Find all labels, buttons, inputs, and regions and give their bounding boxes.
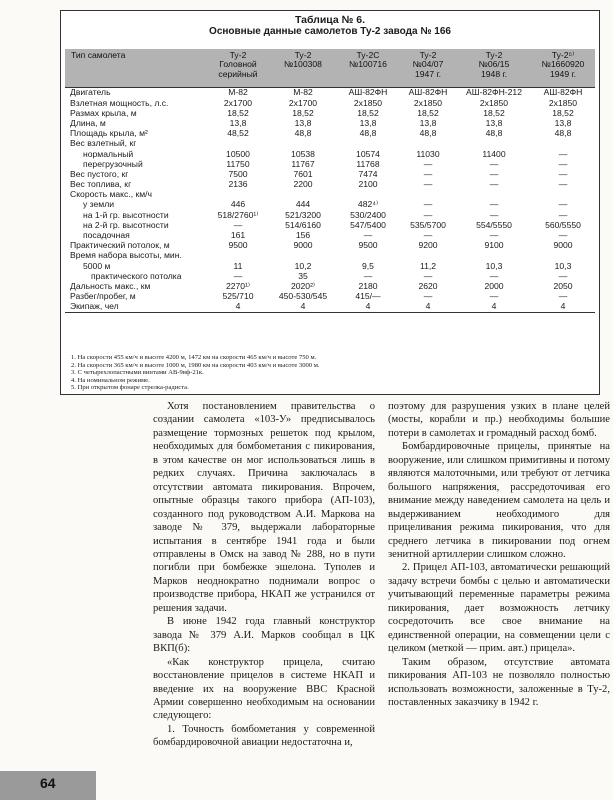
row-label: Размах крыла, м bbox=[70, 107, 137, 118]
table-cell: 161 bbox=[230, 230, 246, 241]
table-cell: 2180 bbox=[358, 280, 378, 291]
table-cell: 2000 bbox=[484, 280, 504, 291]
row-label: у земли bbox=[83, 199, 115, 210]
table-cell bbox=[531, 251, 595, 261]
table-row bbox=[65, 261, 595, 271]
row-label: Дальность макс., км bbox=[70, 280, 151, 291]
paragraph: Бомбардировочные прицелы, принятые на вооружение, или слишком примитивны и потому являются малоточными, или требуют от летчика большого напряжения, рассредоточивая его внимание между наведением самолета на цель и выдерживанием необходимого для прицеливания режима пикирования, что для среднего летчика в пикировании под огнем зенитной артиллерии слишком сложно. bbox=[388, 441, 610, 560]
table-cell: 10,3 bbox=[485, 260, 503, 271]
table-cell: 48,8 bbox=[294, 128, 312, 139]
table-cell: — bbox=[558, 199, 568, 210]
table-cell: 7601 bbox=[293, 168, 313, 179]
table-cell: 560/5550 bbox=[545, 219, 581, 230]
table-cell: 13,8 bbox=[554, 117, 572, 128]
table-row bbox=[65, 139, 595, 149]
table-cell bbox=[269, 251, 337, 261]
table-cell: АШ-82ФН-212 bbox=[457, 88, 531, 99]
table-row bbox=[65, 88, 595, 99]
table-cell: 2136 bbox=[228, 179, 248, 190]
table-header-row bbox=[65, 49, 595, 88]
row-label: на 2-й гр. высотности bbox=[83, 219, 169, 230]
table-cell: 10,2 bbox=[294, 260, 312, 271]
table-cell bbox=[269, 139, 337, 149]
table-cell: 2х1850 bbox=[548, 97, 578, 108]
table-cell: 2х1700 bbox=[288, 97, 318, 108]
table-cell: 18,52 bbox=[417, 107, 439, 118]
table-cell: 10538 bbox=[291, 148, 315, 159]
table-cell: — bbox=[558, 168, 568, 179]
table-cell: 444 bbox=[295, 199, 311, 210]
table-cell: — bbox=[489, 179, 499, 190]
paragraph: В июне 1942 года главный конструктор завода № 379 А.И. Марков сообщал в ЦК ВКП(б): bbox=[153, 616, 375, 655]
table-cell: 7500 bbox=[228, 168, 248, 179]
table-cell: 415/— bbox=[355, 291, 381, 302]
table-cell: — bbox=[363, 230, 373, 241]
table-cell: — bbox=[489, 209, 499, 220]
table-cell: 10574 bbox=[356, 148, 380, 159]
column-header-aircraft: Ту-2 №04/07 1947 г. bbox=[399, 49, 457, 88]
table-cell: — bbox=[558, 291, 568, 302]
table-cell: 2х1850 bbox=[479, 97, 509, 108]
table-cell: 530/2400 bbox=[350, 209, 386, 220]
paragraph: Хотя постановлением правительства о создании самолета «103-У» предписывалось размещение тормозных решеток под крылом, необходимых для бомбометания с пикирования, в этом качестве он мог использоваться лишь в редких случаях. Причина заключалась в отсутствии автомата пикирования. Впрочем, опытные образцы такого прибора (АП-103), созданного под руководством А.И. Маркова на заводе № 379, выдержали лабораторные испытания в сентябре 1941 года и были отправлены в Омск на завод № 288, но в пути погибли при бомбежке эшелона. Туполев и Марков неоднократно поднимали вопрос о производстве прибора, НКАП же устранился от решения задачи. bbox=[153, 401, 375, 614]
table-row bbox=[65, 149, 595, 159]
table-cell: — bbox=[423, 158, 433, 169]
table-cell: 13,8 bbox=[419, 117, 437, 128]
table-cell: 11,2 bbox=[419, 260, 437, 271]
row-label: Двигатель bbox=[65, 88, 207, 99]
table-cell: — bbox=[558, 230, 568, 241]
paragraph: 2. Прицел АП-103, автоматически решающий задачу встречи бомбы с целью и автоматически учитывающий переменные параметры режима пикирования, дает возможность летчику сосредоточить все свое внимание на единственной операции, на совмещении цели с целиком (меткой — прим. авт.) прицела». bbox=[388, 562, 610, 655]
table-body bbox=[65, 88, 595, 313]
table-cell: 13,8 bbox=[229, 117, 247, 128]
column-header-type: Тип самолета bbox=[65, 49, 207, 88]
row-label: Вес топлива, кг bbox=[70, 179, 132, 190]
table-cell: 9500 bbox=[358, 240, 378, 251]
table-cell: М-82 bbox=[269, 88, 337, 99]
paragraph: Таким образом, отсутствие автомата пикирования АП-103 не позволяло полностью использовать возможности, заложенные в Ту-2, поставленных заказчику в 1942 г. bbox=[388, 656, 610, 708]
table-row bbox=[65, 292, 595, 302]
table-row bbox=[65, 170, 595, 180]
table-cell: 4 bbox=[457, 302, 531, 313]
row-label: Взлетная мощность, л.с. bbox=[70, 97, 169, 108]
table-cell: 535/5700 bbox=[410, 219, 446, 230]
table-cell: — bbox=[423, 230, 433, 241]
table-row bbox=[65, 159, 595, 169]
row-label: Вес пустого, кг bbox=[70, 168, 129, 179]
table-cell: 2050 bbox=[553, 280, 573, 291]
table-cell: — bbox=[423, 179, 433, 190]
table-cell: 2200 bbox=[293, 179, 313, 190]
footnote: 1. На скорости 455 км/ч и высоте 4200 м, 1472 км на скорости 465 км/ч и высоте 750 м. bbox=[71, 354, 317, 361]
table-cell: — bbox=[423, 199, 433, 210]
table-cell: 18,52 bbox=[483, 107, 505, 118]
table-cell bbox=[457, 251, 531, 261]
table-cell bbox=[207, 251, 269, 261]
table-row bbox=[65, 220, 595, 230]
table-cell: 9,5 bbox=[362, 260, 374, 271]
footnote: 5. При открытом фонаре стрелка-радиста. bbox=[71, 384, 189, 392]
table-cell: 9000 bbox=[293, 240, 313, 251]
table-caption: Основные данные самолетов Ту-2 завода № 166 bbox=[209, 26, 451, 37]
row-label: Экипаж, чел bbox=[65, 302, 207, 313]
table-cell: — bbox=[363, 270, 373, 281]
row-label: Разбег/пробег, м bbox=[70, 291, 136, 302]
table-cell: 2020²⁾ bbox=[290, 280, 316, 291]
table-row bbox=[65, 302, 595, 313]
table-cell: 4 bbox=[399, 302, 457, 313]
table-cell bbox=[337, 139, 399, 149]
column-header-aircraft: Ту-2 Головной серийный bbox=[207, 49, 269, 88]
column-header-aircraft: Ту-2С №100716 bbox=[337, 49, 399, 88]
table-cell: 9200 bbox=[418, 240, 438, 251]
table-cell: 4 bbox=[207, 302, 269, 313]
table-cell: 2270¹⁾ bbox=[225, 280, 251, 291]
column-header-aircraft: Ту-2 №06/15 1948 г. bbox=[457, 49, 531, 88]
table-cell: — bbox=[489, 230, 499, 241]
table-row bbox=[65, 210, 595, 220]
table-cell: 156 bbox=[295, 230, 311, 241]
row-label: Вес взлетный, кг bbox=[70, 138, 137, 149]
table-cell: 48,8 bbox=[485, 128, 503, 139]
table-cell: 525/710 bbox=[222, 291, 254, 302]
table-cell: — bbox=[423, 270, 433, 281]
table-cell: 11750 bbox=[226, 158, 250, 169]
table-cell bbox=[337, 251, 399, 261]
article-column-right bbox=[388, 400, 610, 709]
table-cell: 18,52 bbox=[227, 107, 249, 118]
table-cell: — bbox=[558, 209, 568, 220]
table-cell: — bbox=[558, 270, 568, 281]
row-label: практического потолка bbox=[91, 270, 182, 281]
row-label: на 1-й гр. высотности bbox=[83, 209, 169, 220]
row-label: Длина, м bbox=[70, 117, 106, 128]
table-cell: 11768 bbox=[356, 158, 380, 169]
table-cell: 514/6160 bbox=[285, 219, 321, 230]
table-cell: М-82 bbox=[207, 88, 269, 99]
table-cell: АШ-82ФН bbox=[399, 88, 457, 99]
table-cell: 18,52 bbox=[292, 107, 314, 118]
paragraph: 1. Точность бомбометания у современной бомбардировочной авиации недостаточна и, bbox=[153, 723, 375, 749]
footnote: 2. На скорости 365 км/ч и высоте 1000 м, 1980 км на скорости 403 км/ч и высоте 3000 м. bbox=[71, 361, 320, 369]
specs-table bbox=[65, 49, 595, 313]
table-cell: 4 bbox=[337, 302, 399, 313]
table-number: Таблица № 6. bbox=[294, 14, 366, 26]
row-label: Скорость макс., км/ч bbox=[70, 189, 153, 200]
column-header-aircraft: Ту-2 №100308 bbox=[269, 49, 337, 88]
footnote: 4. На номинальном режиме. bbox=[71, 376, 150, 384]
column-header-aircraft: Ту-2⁵⁾ №1660920 1949 г. bbox=[531, 49, 595, 88]
table-cell: — bbox=[233, 270, 243, 281]
table-cell: 482⁴⁾ bbox=[357, 199, 379, 210]
table-cell: АШ-82ФН bbox=[531, 88, 595, 99]
table-cell: 2620 bbox=[418, 280, 438, 291]
article-column-left bbox=[153, 400, 375, 750]
table-cell: 7474 bbox=[358, 168, 378, 179]
table-cell: 518/2760¹⁾ bbox=[217, 209, 259, 220]
table-cell bbox=[207, 139, 269, 149]
table-footnotes bbox=[71, 354, 591, 392]
table-cell: 554/5550 bbox=[476, 219, 512, 230]
table-cell: — bbox=[558, 179, 568, 190]
table-cell: 9100 bbox=[484, 240, 504, 251]
table-cell: — bbox=[489, 168, 499, 179]
row-label: нормальный bbox=[83, 148, 134, 159]
table-cell: — bbox=[423, 291, 433, 302]
table-cell: — bbox=[423, 209, 433, 220]
row-label: Площадь крыла, м² bbox=[70, 128, 148, 139]
row-label: посадочная bbox=[83, 230, 130, 241]
table-cell: 2х1700 bbox=[223, 97, 253, 108]
table-cell: — bbox=[489, 291, 499, 302]
table-row bbox=[65, 282, 595, 292]
table-cell: 10500 bbox=[226, 148, 250, 159]
table-row bbox=[65, 108, 595, 118]
table-cell: — bbox=[558, 158, 568, 169]
table-cell: 11 bbox=[233, 260, 243, 271]
table-row bbox=[65, 190, 595, 200]
footnote: 3. С четырехлопастными винтами АВ-9вф-21к. bbox=[71, 369, 204, 377]
table-cell: 4 bbox=[531, 302, 595, 313]
table-title bbox=[61, 11, 599, 38]
row-label: перегрузочный bbox=[83, 158, 143, 169]
table-cell bbox=[531, 139, 595, 149]
table-row bbox=[65, 98, 595, 108]
table-row bbox=[65, 200, 595, 210]
page-number: 64 bbox=[40, 775, 56, 791]
table-cell: 18,52 bbox=[357, 107, 379, 118]
table-cell bbox=[399, 251, 457, 261]
row-label: 5000 м bbox=[83, 260, 111, 271]
table-cell: — bbox=[489, 270, 499, 281]
table-cell: — bbox=[558, 148, 568, 159]
table-cell: 547/5400 bbox=[350, 219, 386, 230]
table-cell: — bbox=[489, 199, 499, 210]
table-cell: 4 bbox=[269, 302, 337, 313]
table-cell: 35 bbox=[298, 270, 308, 281]
table-cell: 18,52 bbox=[552, 107, 574, 118]
table-cell: 13,8 bbox=[359, 117, 377, 128]
specs-table-box bbox=[60, 10, 600, 395]
table-cell: 11767 bbox=[291, 158, 315, 169]
table-cell: АШ-82ФН bbox=[337, 88, 399, 99]
table-cell: 11030 bbox=[416, 148, 440, 159]
table-row bbox=[65, 129, 595, 139]
table-cell: 2100 bbox=[358, 179, 378, 190]
paragraph: «Как конструктор прицела, считаю восстановление прицелов в системе НКАП и введение их на вооружение ВВС Красной Армии совершенно необходимым на основании следующего: bbox=[153, 656, 375, 722]
table-row bbox=[65, 251, 595, 261]
table-cell: — bbox=[423, 168, 433, 179]
table-cell bbox=[399, 139, 457, 149]
table-cell: — bbox=[233, 219, 243, 230]
table-cell: 2х1850 bbox=[413, 97, 443, 108]
table-cell: 9000 bbox=[553, 240, 573, 251]
table-cell: 9500 bbox=[228, 240, 248, 251]
table-cell: 48,8 bbox=[419, 128, 437, 139]
row-label: Время набора высоты, мин. bbox=[70, 250, 182, 261]
table-cell: 11400 bbox=[482, 148, 506, 159]
table-cell: — bbox=[489, 158, 499, 169]
table-cell: 48,52 bbox=[227, 128, 249, 139]
paragraph: поэтому для разрушения узких в плане целей (мосты, корабли и пр.) необходимы большие потери в самолетах и громадный расход бомб. bbox=[388, 401, 610, 439]
table-cell: 48,8 bbox=[554, 128, 572, 139]
table-cell: 450-530/545 bbox=[278, 291, 328, 302]
table-cell bbox=[457, 139, 531, 149]
table-cell: 48,8 bbox=[359, 128, 377, 139]
table-cell: 2х1850 bbox=[353, 97, 383, 108]
table-cell: 10,3 bbox=[554, 260, 572, 271]
table-cell: 446 bbox=[230, 199, 246, 210]
row-label: Практический потолок, м bbox=[70, 240, 170, 251]
table-cell: 13,8 bbox=[294, 117, 312, 128]
table-cell: 521/3200 bbox=[285, 209, 321, 220]
table-cell: 13,8 bbox=[485, 117, 503, 128]
